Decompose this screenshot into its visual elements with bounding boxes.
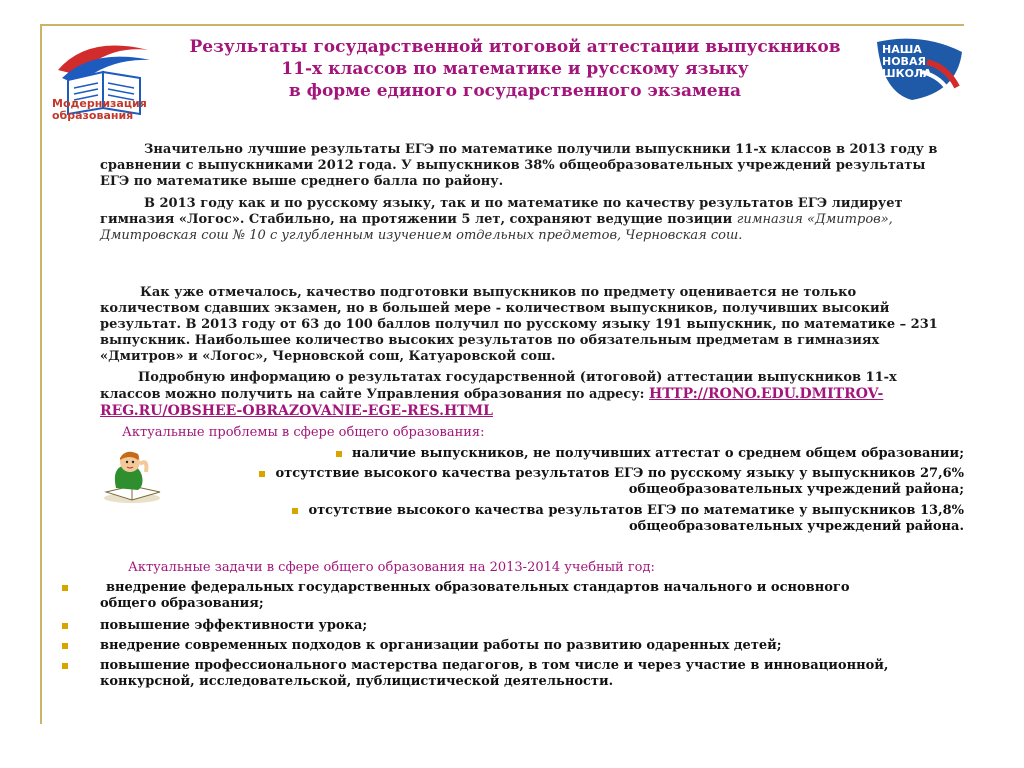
bullet-icon (62, 623, 68, 629)
problem-item-3-line2: общеобразовательных учреждений района. (629, 519, 964, 534)
title-line2: 11-х классов по математике и русскому языку (281, 59, 749, 79)
student-reading-icon (102, 448, 164, 504)
bullet-icon (62, 663, 68, 669)
task-item-2-text: повышение эффективности урока; (100, 618, 368, 633)
task-item-1-text: внедрение федеральных государственных образовательных стандартов начального и основного общего образования; (100, 580, 850, 611)
problem-item-1-text: наличие выпускников, не получивших аттестат о среднем общем образовании; (351, 446, 964, 461)
bullet-icon (336, 451, 342, 457)
bullet-icon (62, 585, 68, 591)
page-title (150, 36, 880, 102)
task-item-4 (62, 658, 942, 692)
task-item-3 (62, 638, 942, 656)
results-link[interactable]: HTTP://RONO.EDU.DMITROV-REG.RU/OBSHEE-OBRAZOVANIE-EGE-RES.HTML (100, 386, 884, 419)
task-item-1 (62, 580, 942, 614)
problem-item-2-line2: общеобразовательных учреждений района; (628, 482, 964, 497)
title-line1: Результаты государственной итоговой аттестации выпускников (189, 37, 841, 57)
title-line3: в форме единого государственного экзамена (288, 81, 742, 101)
problem-item-2-line1: отсутствие высокого качества результатов ЕГЭ по русскому языку у выпускников 27,6% (275, 466, 964, 481)
problem-item-2 (259, 466, 964, 498)
right-logo-line1: НАША (882, 43, 922, 56)
frame-top-line (40, 24, 964, 26)
paragraph-leaders-italic: гимназия «Дмитров», Дмитровская сош № 10 с углубленным изучением отдельных предметов, Черновская сош. (100, 212, 893, 243)
paragraph-more-info-text: Подробную информацию о результатах государственной (итоговой) аттестации выпускников 11-х классов можно получить на сайте Управления образования по адресу: (100, 370, 897, 402)
bullet-icon (62, 643, 68, 649)
paragraph-leaders (100, 196, 940, 244)
left-logo-text (52, 98, 147, 122)
task-item-3-text: внедрение современных подходов к организации работы по развитию одаренных детей; (100, 638, 782, 653)
tasks-heading: Актуальные задачи в сфере общего образования на 2013-2014 учебный год: (128, 560, 655, 575)
problem-item-3-line1: отсутствие высокого качества результатов ЕГЭ по математике у выпускников 13,8% (308, 503, 964, 518)
left-logo-line1: Модернизация (52, 97, 147, 110)
paragraph-quality-text: Как уже отмечалось, качество подготовки выпускников по предмету оценивается не только количеством сдавших экзамен, но в большей мере - количеством выпускников, получивших высокий результат. В 2013 году от 63 до 100 баллов получил по русскому языку 191 выпускник, по математике – 231 выпускник. Наибольшее количество высоких результатов по обязательным предметам в гимназиях «Дмитров» и «Логос», Черновской сош, Катуаровской сош. (100, 285, 938, 364)
task-item-4-text: повышение профессионального мастерства педагогов, в том числе и через участие в инновационной, конкурсной, исследовательской, публицистической деятельности. (100, 658, 889, 689)
right-logo-line3: ШКОЛА (882, 67, 932, 80)
problem-item-1 (336, 446, 964, 462)
left-logo-line2: образования (52, 109, 134, 122)
paragraph-quality (100, 285, 960, 365)
frame-left-line (40, 24, 42, 724)
paragraph-math-results-text: Значительно лучшие результаты ЕГЭ по математике получили выпускники 11-х классов в 2013 году в сравнении с выпускниками 2012 года. У выпускников 38% общеобразовательных учреждений результаты ЕГЭ по математике выше среднего балла по району. (100, 142, 938, 189)
right-logo-line2: НОВАЯ (882, 55, 926, 68)
bullet-icon (259, 471, 265, 477)
paragraph-leaders-bold: В 2013 году как и по русскому языку, так и по математике по качеству результатов ЕГЭ лидирует гимназия «Логос». Стабильно, на протяжении 5 лет, сохраняют ведущие позиции (100, 196, 903, 227)
task-item-2 (62, 618, 942, 636)
paragraph-more-info (100, 370, 960, 420)
paragraph-math-results (100, 142, 940, 190)
right-logo-text (882, 44, 932, 80)
problems-heading: Актуальные проблемы в сфере общего образования: (122, 425, 485, 440)
bullet-icon (292, 508, 298, 514)
problem-item-3 (292, 503, 964, 535)
